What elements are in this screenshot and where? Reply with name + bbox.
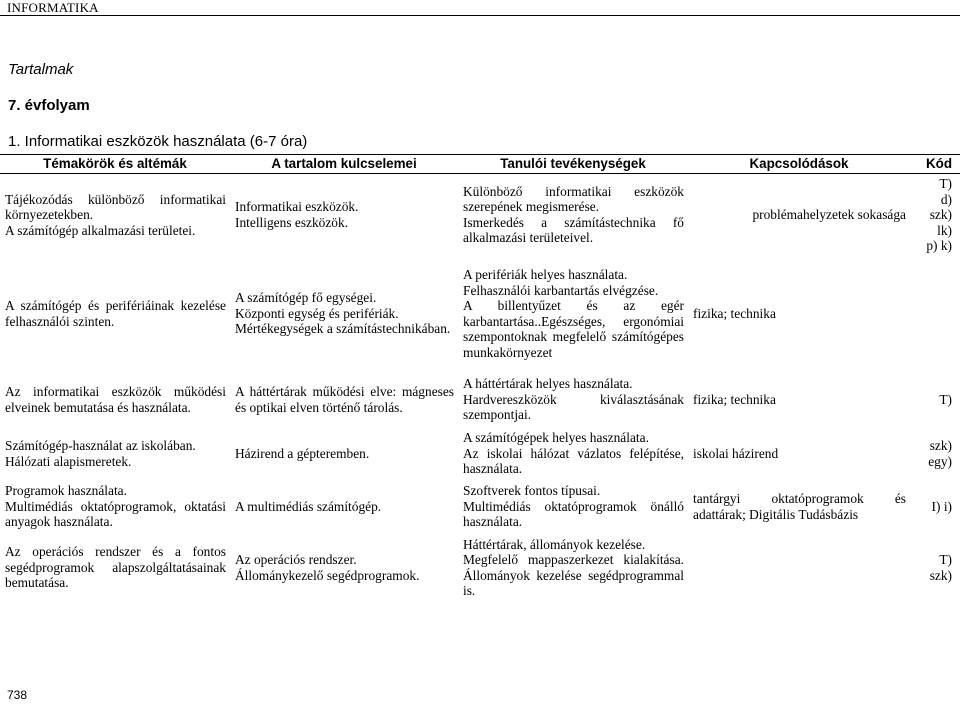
activity-line: Szoftverek fontos típusai. (463, 483, 601, 499)
links-cell: fizika; technika (693, 305, 776, 321)
grade-heading: 7. évfolyam (8, 97, 90, 114)
section-title: Tartalmak (8, 61, 74, 78)
code-cell (910, 428, 960, 480)
column-header: A tartalom kulcselemei (230, 155, 458, 174)
topic-heading: 1. Informatikai eszközök használata (6-7 óra) (8, 133, 308, 150)
activity-line: Ismerkedés a számítástechnika fő alkalmazási területeivel. (463, 214, 684, 246)
topic-line: Multimédiás oktatóprogramok, oktatási anyagok használata. (5, 498, 226, 530)
code-line: d) (940, 191, 952, 207)
activity-cell (458, 372, 688, 428)
topic-cell: A számítógép és perifériáinak kezelése felhasználói szinten. (5, 298, 226, 329)
topic-line: Számítógép-használat az iskolában. (5, 438, 196, 453)
links-cell: iskolai házirend (693, 445, 779, 461)
links-cell: tantárgyi oktatóprogramok és adattárak; Digitális Tudásbázis (693, 491, 906, 522)
header-title: INFORMATIKA (7, 0, 99, 15)
code-line: szk) (929, 567, 952, 583)
activity-line: A háttértárak helyes használata. (463, 376, 633, 392)
table-row (0, 534, 960, 602)
topic-cell: Az operációs rendszer és a fontos segédprogramok alapszolgáltatásainak bemutatása. (5, 544, 226, 591)
activity-cell (458, 480, 688, 534)
table-header-row (0, 155, 960, 174)
activity-line: Hardvereszközök kiválasztásának szempontjai. (463, 391, 684, 423)
activity-line: A perifériák helyes használata. (463, 267, 628, 282)
code-cell (910, 534, 960, 602)
content-line: A számítógép fő egységei. (235, 290, 377, 306)
curriculum-table (0, 154, 960, 602)
topic-cell (0, 174, 230, 256)
page-number: 738 (7, 688, 28, 702)
content-line: Az operációs rendszer. (235, 552, 357, 567)
table-row (0, 480, 960, 534)
code-cell (910, 174, 960, 256)
activity-line: Háttértárak, állományok kezelése. (463, 536, 646, 552)
links-cell (688, 534, 910, 602)
activity-cell (458, 174, 688, 256)
activity-line: Multimédiás oktatóprogramok önálló használata. (463, 498, 684, 530)
code-cell: T) (939, 391, 952, 407)
links-cell: problémahelyzetek sokasága (752, 207, 906, 222)
column-header: Tanulói tevékenységek (458, 155, 688, 174)
content-cell (230, 534, 458, 602)
content-line: Központi egység és perifériák. (235, 305, 399, 321)
header-rule (0, 15, 960, 16)
table-row (0, 428, 960, 480)
content-line: Intelligens eszközök. (235, 214, 349, 230)
code-line: T) (939, 552, 952, 567)
topic-cell (0, 480, 230, 534)
column-header: Témakörök és altémák (0, 155, 230, 174)
topic-line: Programok használata. (5, 483, 127, 499)
content-line: Informatikai eszközök. (235, 199, 359, 215)
content-cell: A multimédiás számítógép. (235, 498, 382, 514)
activity-line: Az iskolai hálózat vázlatos felépítése, használata. (463, 445, 684, 477)
activity-cell (458, 534, 688, 602)
topic-line: Hálózati alapismeretek. (5, 453, 132, 469)
table-row (0, 256, 960, 372)
column-header: Kód (910, 155, 960, 174)
activity-line: A billentyűzet és az egér karbantartása..Egészséges, ergonómiai szempontoknak megfelelő számítógépes munkakörnyezet (463, 298, 684, 360)
code-line: p) k) (926, 238, 952, 253)
content-cell (230, 174, 458, 256)
table-row (0, 174, 960, 256)
activity-cell (458, 256, 688, 372)
topic-cell (0, 428, 230, 480)
code-cell (910, 256, 960, 372)
content-cell (230, 256, 458, 372)
column-header: Kapcsolódások (688, 155, 910, 174)
content-line: Mértékegységek a számítástechnikában. (235, 321, 451, 337)
topic-line: A számítógép alkalmazási területei. (5, 222, 196, 238)
content-cell: Házirend a gépteremben. (235, 445, 370, 461)
topic-cell: Az informatikai eszközök működési elveinek bemutatása és használata. (5, 384, 226, 415)
activity-line: Felhasználói karbantartás elvégzése. (463, 282, 659, 298)
code-line: szk) (929, 438, 952, 453)
activity-cell (458, 428, 688, 480)
table-row (0, 372, 960, 428)
content-cell: A háttértárak működési elve: mágneses és optikai elven történő tárolás. (235, 384, 454, 415)
links-cell: fizika; technika (693, 391, 776, 407)
code-line: T) (939, 176, 952, 191)
code-line: egy) (928, 453, 952, 469)
activity-line: Különböző informatikai eszközök szerepének megismerése. (463, 183, 684, 215)
code-line: szk) (929, 207, 952, 222)
page-header (0, 0, 960, 16)
activity-line: A számítógépek helyes használata. (463, 430, 649, 446)
code-line: lk) (937, 222, 952, 238)
code-cell: I) i) (931, 498, 952, 514)
activity-line: Megfelelő mappaszerkezet kialakítása. Állományok kezelése segédprogrammal is. (463, 552, 684, 598)
topic-line: Tájékozódás különböző informatikai környezetekben. (5, 191, 226, 222)
content-line: Állománykezelő segédprogramok. (235, 567, 420, 583)
